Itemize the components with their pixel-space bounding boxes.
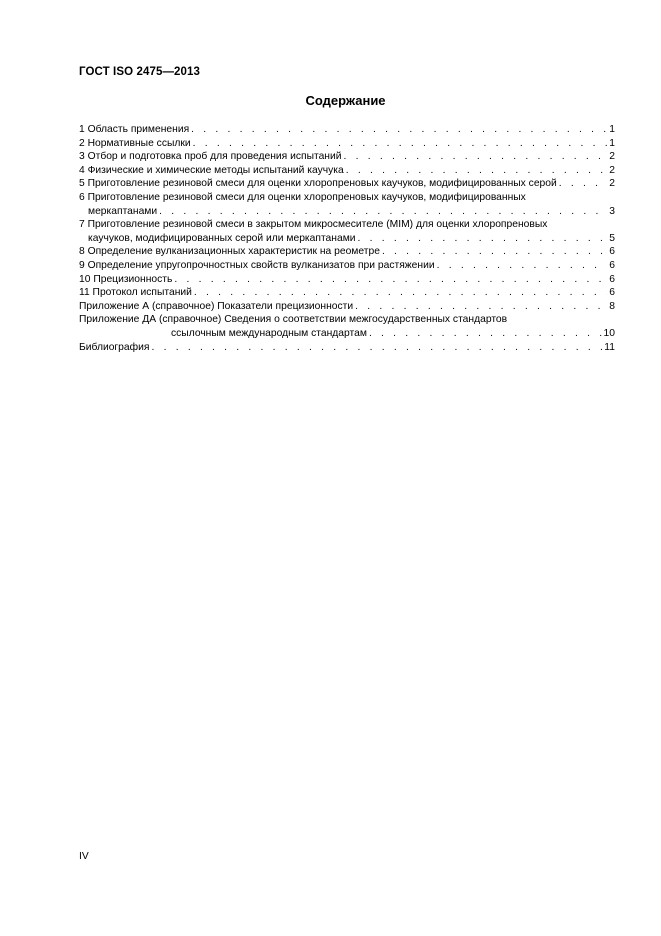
- toc-entry-page: 5: [609, 232, 615, 244]
- toc-entry-title: 2 Нормативные ссылки: [79, 137, 191, 149]
- dot-leader: [191, 123, 607, 137]
- table-of-contents: [79, 123, 615, 354]
- toc-entry-page: 10: [603, 327, 615, 339]
- dot-leader: [358, 232, 608, 246]
- toc-entry-page: 6: [609, 273, 615, 285]
- dot-leader: [159, 205, 607, 219]
- toc-entry-page: 8: [609, 300, 615, 312]
- toc-entry-bibliography[interactable]: [79, 341, 615, 355]
- toc-entry[interactable]: [79, 286, 615, 300]
- toc-entry-title: Приложение А (справочное) Показатели прецизионности: [79, 300, 354, 312]
- toc-entry-title: 8 Определение вулканизационных характеристик на реометре: [79, 246, 380, 258]
- dot-leader: [369, 327, 602, 341]
- toc-entry-page: 1: [609, 124, 615, 135]
- toc-entry-title: 1 Область применения: [79, 124, 190, 135]
- dot-leader: [151, 341, 602, 355]
- toc-entry-title: 11 Протокол испытаний: [79, 287, 192, 299]
- toc-entry-title-continued: ссылочным международным стандартам: [171, 327, 367, 339]
- toc-entry-title: 5 Приготовление резиновой смеси для оценки хлоропреновых каучуков, модифицированных серой: [79, 178, 557, 190]
- toc-entry[interactable]: [79, 191, 615, 218]
- toc-entry-title: Библиография: [79, 341, 150, 353]
- document-header: ГОСТ ISO 2475—2013: [79, 66, 201, 78]
- toc-entry-title: Приложение ДА (справочное) Сведения о соответствии межгосударственных стандартов: [79, 314, 508, 326]
- toc-entry[interactable]: [79, 150, 615, 164]
- toc-entry-page: 2: [609, 151, 615, 163]
- dot-leader: [355, 300, 607, 314]
- toc-entry-title: 4 Физические и химические методы испытаний каучука: [79, 164, 344, 176]
- dot-leader: [194, 286, 607, 300]
- dot-leader: [344, 150, 608, 164]
- toc-entry-title-continued: каучуков, модифицированных серой или меркаптанами: [88, 232, 356, 244]
- toc-entry[interactable]: [79, 137, 615, 151]
- toc-entry-title: 10 Прецизионность: [79, 273, 173, 285]
- toc-entry-page: 11: [604, 341, 615, 353]
- toc-entry-title: 7 Приготовление резиновой смеси в закрытом микросмесителе (MIM) для оценки хлоропреновых: [79, 219, 548, 231]
- dot-leader: [437, 259, 608, 273]
- toc-entry[interactable]: [79, 245, 615, 259]
- toc-entry-page: 2: [609, 178, 615, 190]
- toc-entry[interactable]: [79, 164, 615, 178]
- toc-entry-title: 3 Отбор и подготовка проб для проведения испытаний: [79, 151, 342, 163]
- toc-entry[interactable]: [79, 259, 615, 273]
- toc-entry-page: 1: [609, 137, 615, 149]
- toc-entry[interactable]: [79, 177, 615, 191]
- toc-entry[interactable]: [79, 273, 615, 287]
- toc-entry-title: 9 Определение упругопрочностных свойств вулканизатов при растяжении: [79, 259, 435, 271]
- dot-leader: [382, 245, 607, 259]
- toc-entry-page: 2: [609, 164, 615, 176]
- dot-leader: [193, 137, 608, 151]
- dot-leader: [559, 177, 608, 191]
- toc-entry-page: 6: [609, 246, 615, 258]
- toc-entry-title: 6 Приготовление резиновой смеси для оценки хлоропреновых каучуков, модифицированных: [79, 191, 526, 203]
- toc-entry[interactable]: [79, 218, 615, 245]
- toc-entry[interactable]: [79, 123, 615, 137]
- toc-entry-title-continued: меркаптанами: [88, 205, 158, 217]
- toc-entry-page: 3: [609, 205, 615, 217]
- dot-leader: [346, 164, 608, 178]
- page-number: IV: [79, 851, 89, 862]
- toc-title: Содержание: [305, 93, 386, 108]
- dot-leader: [174, 273, 607, 287]
- toc-entry-page: 6: [609, 259, 615, 271]
- toc-entry-appendix-a[interactable]: [79, 300, 615, 314]
- toc-entry-appendix-da[interactable]: [79, 313, 615, 340]
- toc-entry-page: 6: [609, 287, 615, 299]
